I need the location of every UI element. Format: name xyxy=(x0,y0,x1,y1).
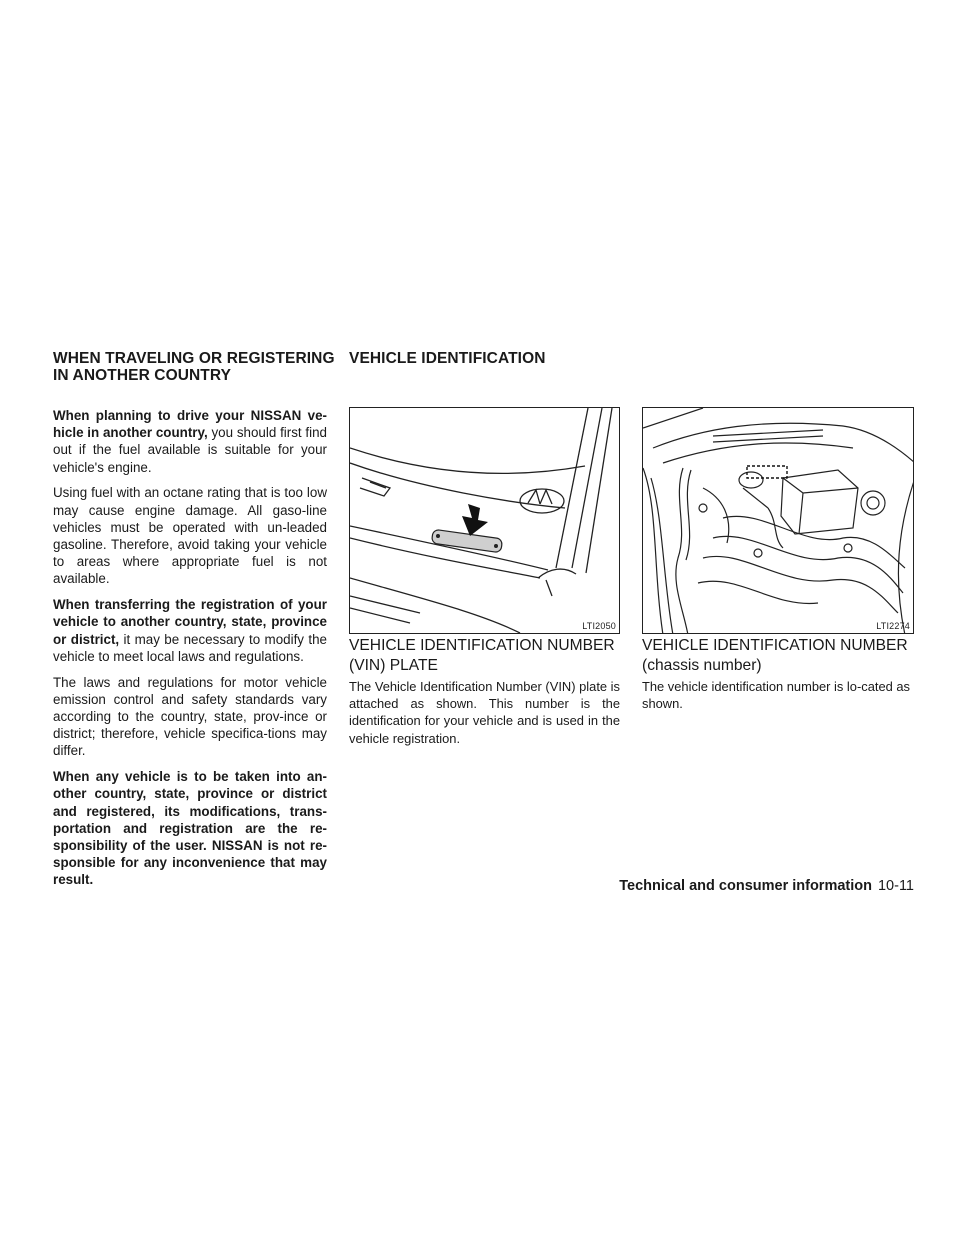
paragraph-planning xyxy=(53,407,327,476)
chassis-number-description: The vehicle identification number is lo-cated as shown. xyxy=(642,679,910,712)
figure-code: LTI2274 xyxy=(876,621,910,631)
dashboard-drawing xyxy=(350,408,620,634)
section-heading-vehicle-id: VEHICLE IDENTIFICATION xyxy=(349,350,546,367)
bold-lead-planning: When planning to drive your NISSAN ve-hicle in another country, xyxy=(53,408,327,441)
paragraph-registration xyxy=(53,596,327,665)
footer-section-title: Technical and consumer information xyxy=(619,878,872,894)
page-number: 10-11 xyxy=(877,878,914,894)
subheading-line-2: (chassis number) xyxy=(642,657,762,674)
chassis-number-illustration xyxy=(642,407,914,634)
paragraph-octane: Using fuel with an octane rating that is too low may cause engine damage. All gaso-line vehicles must be operated with un-leaded gasoline. Therefore, avoid taking your vehicle to areas where appropriate fuel is not available. xyxy=(53,485,327,587)
arrow-down-icon xyxy=(462,504,488,536)
paragraph-responsibility xyxy=(53,768,327,888)
bold-responsibility: When any vehicle is to be taken into an-other country, state, province or district and registered, its modifications, trans-portation and registration are the re-sponsibility of the user. NISSAN is not re-sponsible for any inconvenience that may result. xyxy=(53,769,327,888)
left-column-body xyxy=(53,407,327,897)
page-footer xyxy=(619,878,914,894)
subheading-line-1: VEHICLE IDENTIFICATION NUMBER xyxy=(642,637,908,654)
heading-line-2: IN ANOTHER COUNTRY xyxy=(53,367,232,384)
section-heading-traveling xyxy=(53,350,343,384)
text-registration: it may be necessary to modify the vehicle to meet local laws and regulations. xyxy=(53,631,327,664)
bold-lead-registration: When transferring the registration of your vehicle to another country, state, province or district, xyxy=(53,597,327,647)
engine-bay-drawing xyxy=(643,408,914,634)
figure-code: LTI2050 xyxy=(582,621,616,631)
vin-plate-subheading xyxy=(349,636,624,676)
vin-plate-illustration xyxy=(349,407,620,634)
vin-plate-description: The Vehicle Identification Number (VIN) plate is attached as shown. This number is the identification for your vehicle and is used in the vehicle registration. xyxy=(349,679,620,746)
paragraph-laws: The laws and regulations for motor vehicle emission control and safety standards vary according to the country, state, prov-ince or district; therefore, vehicle specifica-tions may differ. xyxy=(53,674,327,759)
heading-line-1: WHEN TRAVELING OR REGISTERING xyxy=(53,350,335,367)
subheading-line-2: (VIN) PLATE xyxy=(349,657,438,674)
text-planning: you should first find out if the fuel available is suitable for your vehicle's engine. xyxy=(53,425,328,475)
subheading-line-1: VEHICLE IDENTIFICATION NUMBER xyxy=(349,637,615,654)
vin-plate xyxy=(431,529,502,553)
chassis-number-subheading xyxy=(642,636,917,676)
